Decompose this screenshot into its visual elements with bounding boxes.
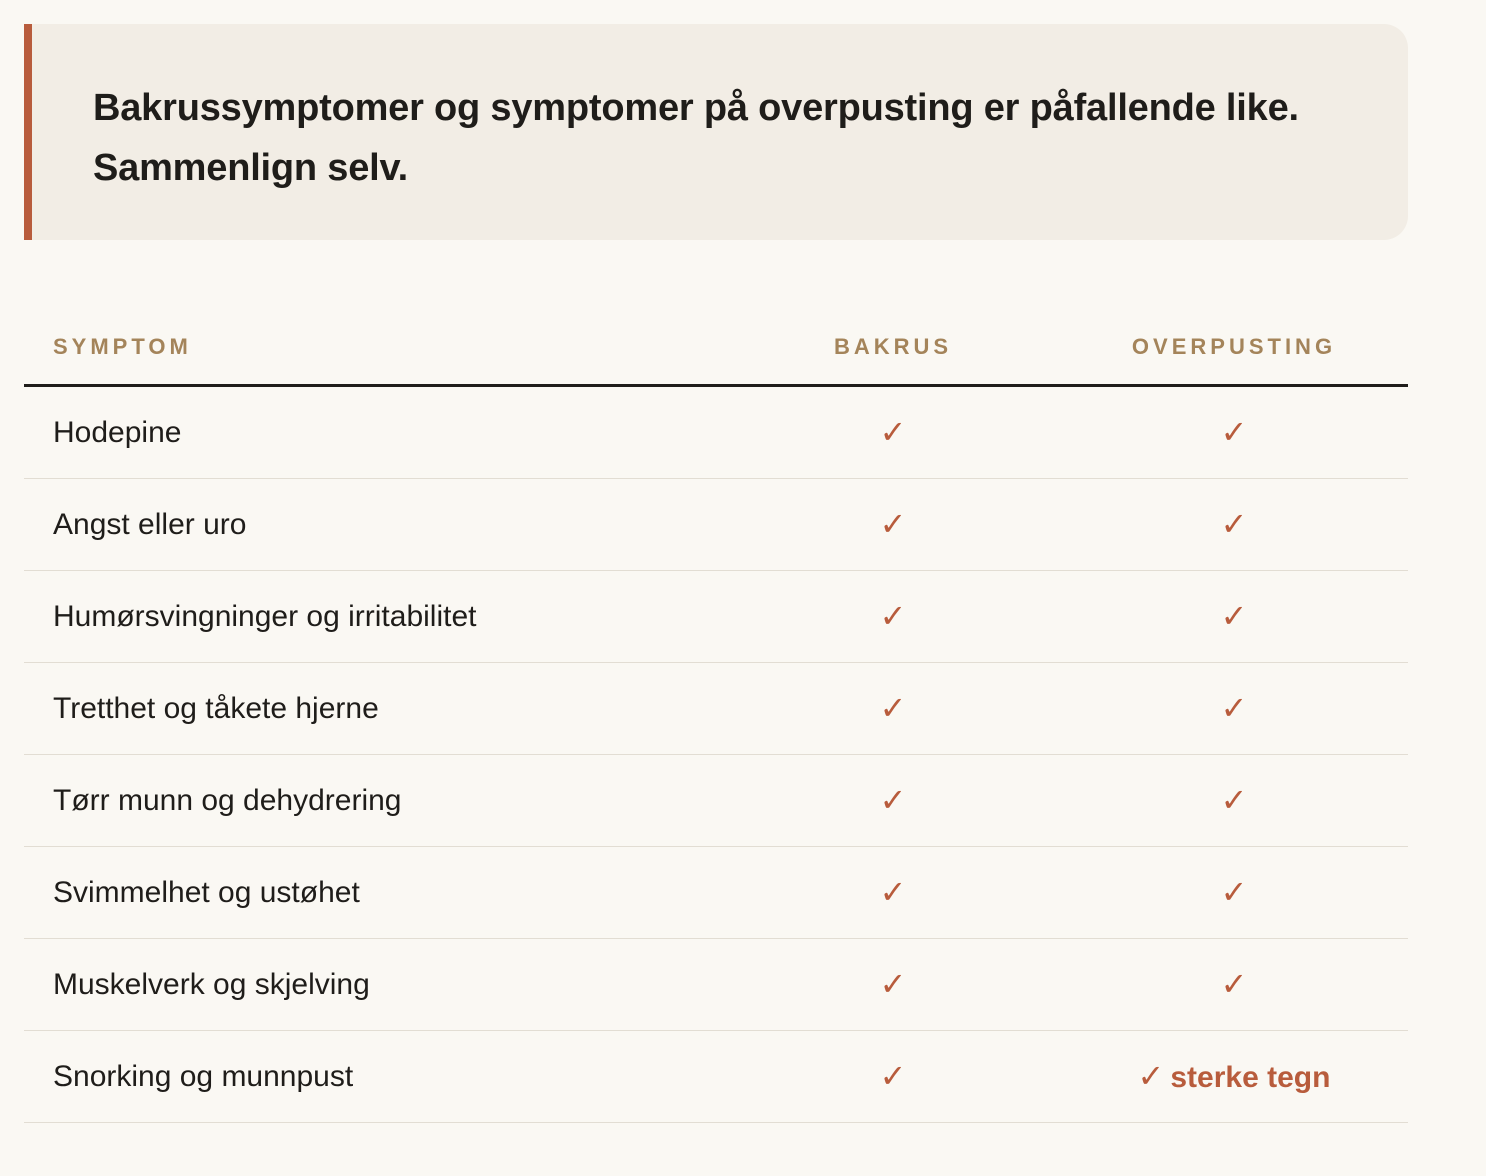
column-header-overpusting: OVERPUSTING	[1131, 334, 1337, 359]
check-icon: ✓	[1220, 413, 1248, 451]
symptom-name: Hodepine	[53, 416, 182, 449]
bakrus-cell	[744, 571, 1042, 662]
check-icon: ✓	[1220, 873, 1248, 911]
bakrus-cell	[744, 755, 1042, 846]
overpusting-cell	[1064, 755, 1404, 846]
bakrus-cell	[744, 1031, 1042, 1122]
overpusting-cell	[1064, 571, 1404, 662]
symptom-name: Tretthet og tåkete hjerne	[53, 692, 379, 725]
check-icon: ✓	[1220, 505, 1248, 543]
check-icon: ✓	[879, 781, 907, 819]
symptom-name: Muskelverk og skjelving	[53, 968, 370, 1001]
check-icon: ✓	[879, 689, 907, 727]
table-header	[24, 310, 1408, 387]
overpusting-cell	[1064, 663, 1404, 754]
bakrus-cell	[744, 663, 1042, 754]
bakrus-cell	[744, 387, 1042, 478]
overpusting-cell	[1064, 939, 1404, 1030]
table-row	[24, 479, 1408, 571]
overpusting-cell	[1064, 1031, 1404, 1122]
column-header-symptom: SYMPTOM	[53, 334, 192, 359]
overpusting-cell	[1064, 479, 1404, 570]
check-icon: ✓	[879, 597, 907, 635]
strong-signs-label: sterke tegn	[1170, 1061, 1331, 1094]
table-row	[24, 1031, 1408, 1123]
check-icon: ✓	[1137, 1057, 1165, 1095]
symptom-name: Snorking og munnpust	[53, 1060, 354, 1093]
table-row	[24, 663, 1408, 755]
table-row	[24, 939, 1408, 1031]
callout-text: Bakrussymptomer og symptomer på overpusting er påfallende like. Sammenlign selv.	[93, 87, 1299, 189]
check-icon: ✓	[1220, 689, 1248, 727]
symptom-name: Angst eller uro	[53, 508, 247, 541]
check-icon: ✓	[879, 505, 907, 543]
check-icon: ✓	[1220, 781, 1248, 819]
table-row	[24, 755, 1408, 847]
check-icon: ✓	[879, 965, 907, 1003]
table-row	[24, 847, 1408, 939]
column-header-bakrus: BAKRUS	[833, 334, 953, 359]
check-icon: ✓	[1220, 597, 1248, 635]
table-row	[24, 387, 1408, 479]
check-icon: ✓	[879, 413, 907, 451]
bakrus-cell	[744, 939, 1042, 1030]
overpusting-cell	[1064, 387, 1404, 478]
symptom-name: Svimmelhet og ustøhet	[53, 876, 360, 909]
table-row	[24, 571, 1408, 663]
symptom-name: Tørr munn og dehydrering	[53, 784, 402, 817]
check-icon: ✓	[1220, 965, 1248, 1003]
check-icon: ✓	[879, 1057, 907, 1095]
bakrus-cell	[744, 479, 1042, 570]
overpusting-cell	[1064, 847, 1404, 938]
callout-box	[24, 24, 1408, 240]
check-icon: ✓	[879, 873, 907, 911]
symptom-comparison-table	[24, 310, 1408, 1123]
symptom-name: Humørsvingninger og irritabilitet	[53, 600, 477, 633]
bakrus-cell	[744, 847, 1042, 938]
